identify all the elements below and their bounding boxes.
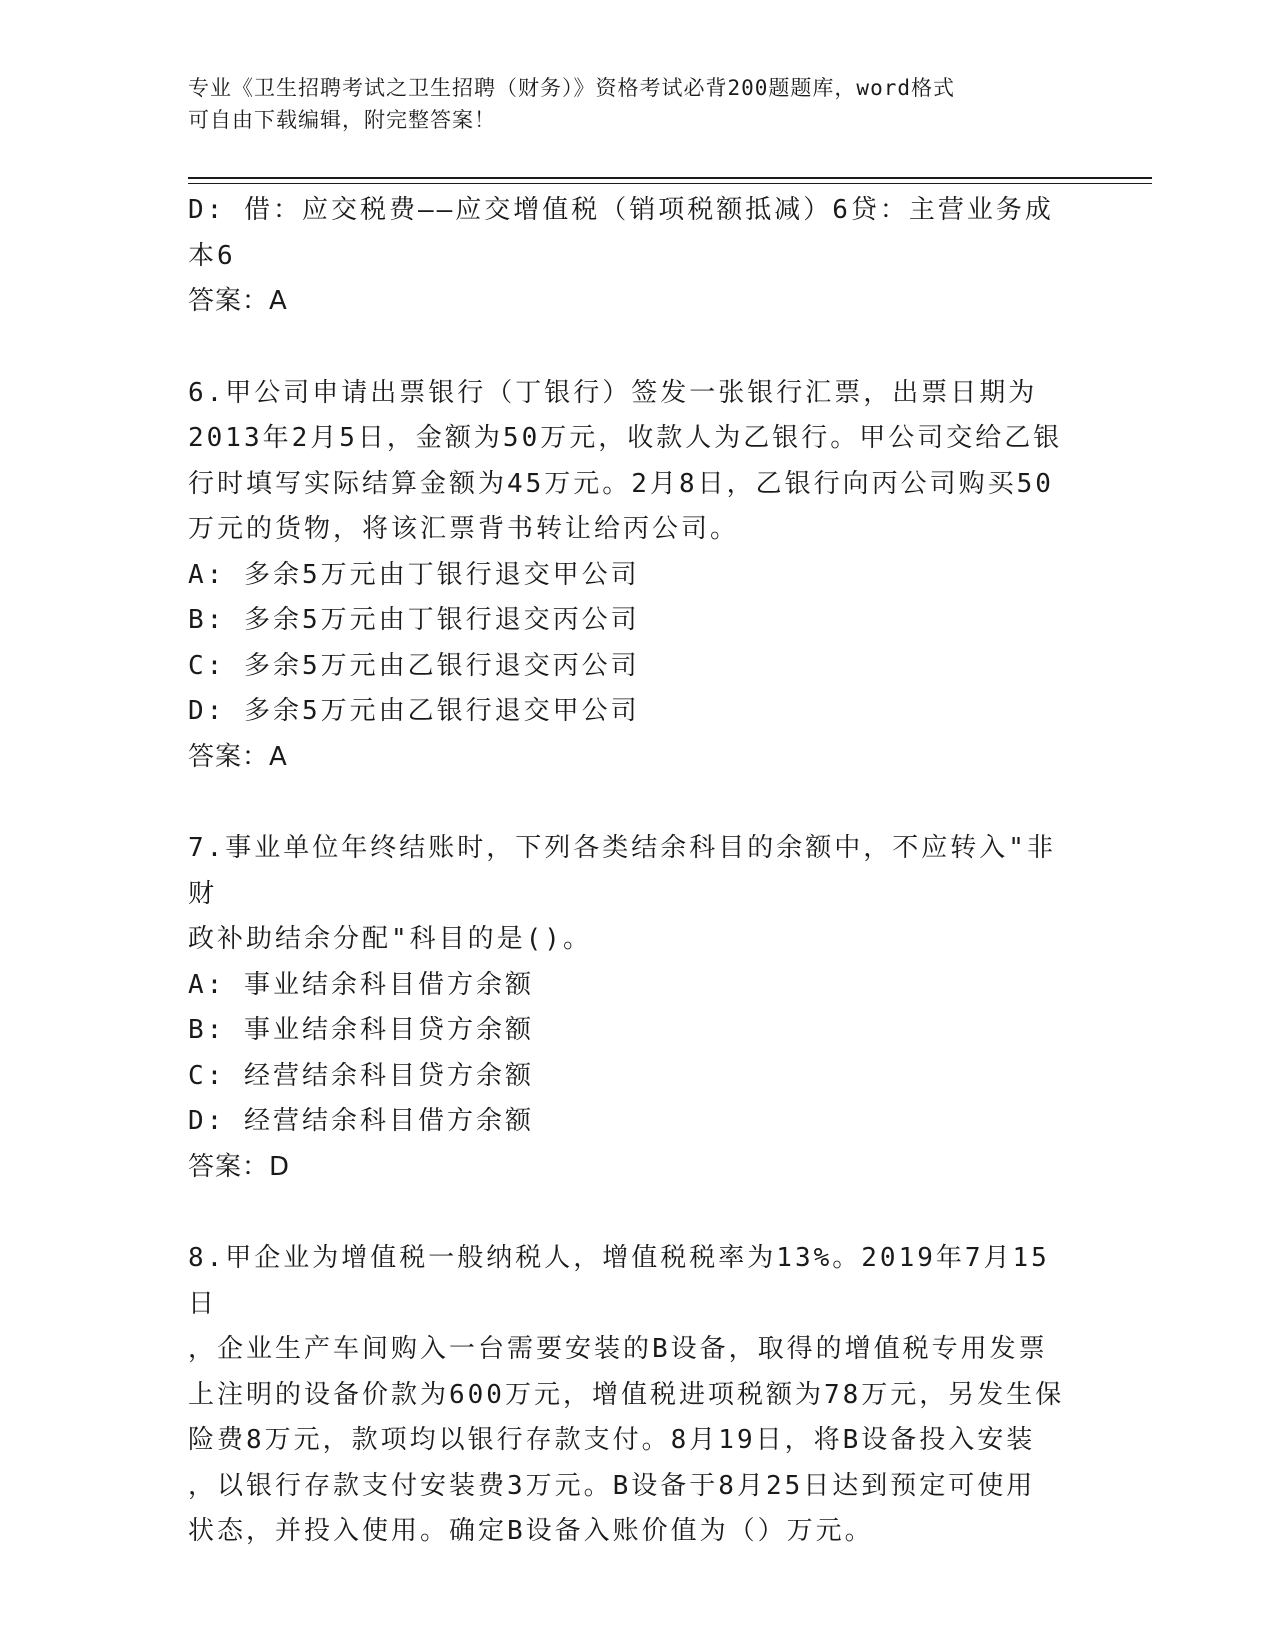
question-stem-line: ，企业生产车间购入一台需要安装的B设备，取得的增值税专用发票 — [188, 1334, 1048, 1364]
question-8 — [188, 1236, 1078, 1555]
option-b: B: 事业结余科目贷方余额 — [188, 1015, 534, 1045]
spacer — [188, 780, 1078, 826]
question-stem-line: 万元的货物，将该汇票背书转让给丙公司。 — [188, 514, 740, 544]
option-d-line-2: 本6 — [188, 240, 236, 271]
header-title-line-2: 可自由下载编辑，附完整答案！ — [188, 108, 496, 132]
question-stem-line: 6.甲公司申请出票银行（丁银行）签发一张银行汇票，出票日期为 — [188, 377, 1038, 408]
question-stem-line: 7.事业单位年终结账时，下列各类结余科目的余额中，不应转入"非财 — [188, 833, 1056, 909]
option-d-line-1: D: 借：应交税费——应交增值税（销项税额抵减）6贷：主营业务成 — [188, 195, 1054, 225]
page-header — [188, 72, 1068, 136]
spacer — [188, 1190, 1078, 1236]
question-5-tail — [188, 188, 1078, 325]
question-stem-line: 上注明的设备价款为600万元，增值税进项税额为78万元，另发生保 — [188, 1379, 1065, 1410]
header-title-line-1: 专业《卫生招聘考试之卫生招聘（财务）》资格考试必背200题题库，word格式 — [188, 76, 955, 100]
header-divider-thick — [188, 177, 1152, 179]
question-content — [188, 188, 1078, 1555]
answer-line: 答案：A — [188, 286, 288, 316]
answer-line: 答案：A — [188, 741, 288, 772]
question-stem-line: 险费8万元，款项均以银行存款支付。8月19日，将B设备投入安装 — [188, 1425, 1036, 1455]
question-6 — [188, 371, 1078, 781]
option-a: A: 事业结余科目借方余额 — [188, 969, 534, 1000]
option-d: D: 经营结余科目借方余额 — [188, 1106, 534, 1136]
question-stem-line: 政补助结余分配"科目的是()。 — [188, 924, 592, 954]
option-a: A: 多余5万元由丁银行退交甲公司 — [188, 559, 640, 590]
header-divider-thin — [188, 183, 1152, 184]
question-7 — [188, 826, 1078, 1190]
question-stem-line: 行时填写实际结算金额为45万元。2月8日，乙银行向丙公司购买50 — [188, 468, 1054, 499]
option-c: C: 多余5万元由乙银行退交丙公司 — [188, 650, 640, 681]
option-b: B: 多余5万元由丁银行退交丙公司 — [188, 605, 640, 635]
question-stem-line: 8.甲企业为增值税一般纳税人，增值税税率为13%。2019年7月15日 — [188, 1243, 1050, 1319]
answer-line: 答案：D — [188, 1151, 291, 1182]
option-d: D: 多余5万元由乙银行退交甲公司 — [188, 696, 640, 726]
option-c: C: 经营结余科目贷方余额 — [188, 1060, 534, 1091]
spacer — [188, 325, 1078, 371]
question-stem-line: 状态，并投入使用。确定B设备入账价值为（）万元。 — [188, 1516, 874, 1546]
question-stem-line: ，以银行存款支付安装费3万元。B设备于8月25日达到预定可使用 — [188, 1470, 1036, 1501]
question-stem-line: 2013年2月5日，金额为50万元，收款人为乙银行。甲公司交给乙银 — [188, 423, 1063, 453]
